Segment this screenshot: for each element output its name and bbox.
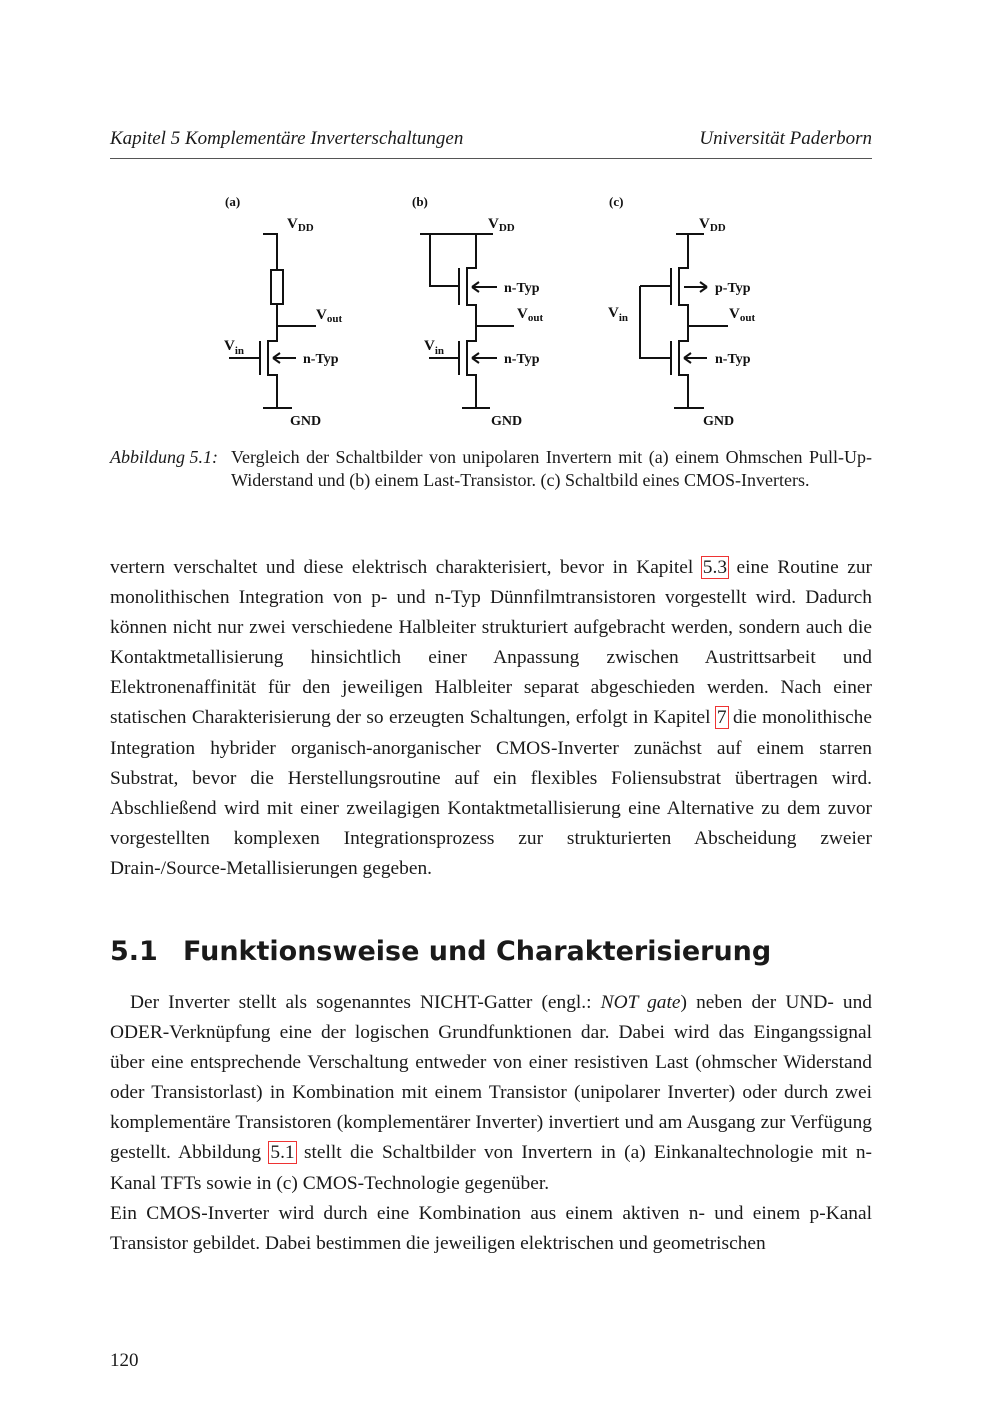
section-heading <box>110 936 872 967</box>
paragraph-cmos: Ein CMOS-Inverter wird durch eine Kombination aus einem aktiven n- und einem p-Kanal Transistor gebildet. Dabei bestimmen die jeweiligen elektrischen und geometrischen <box>110 1202 872 1254</box>
panel-a-vout-label: $V_{out}$ <box>316 307 343 325</box>
panel-b-vin-label: $V_{in}$ <box>424 338 445 357</box>
panel-b-vout-label: $V_{out}$ <box>517 306 544 324</box>
paragraph-inverter: Der Inverter stellt als sogenanntes NICHT-Gatter (engl.: NOT gate) neben der UND- und ODER-Verknüpfung eine der logischen Grundfunktionen dar. Dabei wird das Eingangssignal über eine entsprechende Verschaltung entweder von einer resistiven Last (ohmscher Widerstand oder Transistorlast) in Kombination mit einem Transistor (unipolarer Inverter) oder durch zwei komplementäre Transistoren (komplementärer Inverter) invertiert und am Ausgang zur Verfügung gestellt. Abbildung 5.1 stellt die Schaltbilder von Invertern in (a) Einkanaltechnologie mit n-Kanal TFTs sowie in (c) CMOS-Technologie gegenüber. <box>110 992 873 1194</box>
figure-reference-link[interactable]: 5.1 <box>270 1142 295 1164</box>
panel-c-gnd-label: GND <box>703 414 735 429</box>
panel-c-bottom-type-label: n-Typ <box>715 352 751 367</box>
panel-a-vin-label: $V_{in}$ <box>224 338 245 357</box>
running-header <box>110 128 872 159</box>
panel-c-vout-label: $V_{out}$ <box>729 306 756 324</box>
paragraph-text: vertern verschaltet und diese elektrisch charakterisiert, bevor in Kapitel <box>110 557 702 578</box>
section-title: Funktionsweise und Charakterisierung <box>183 936 772 967</box>
panel-c-vdd-label: $V_{DD}$ <box>699 216 726 234</box>
panel-b-bottom-type-label: n-Typ <box>504 352 540 367</box>
panel-a-wires <box>229 234 316 408</box>
panel-a-label: (a) <box>225 194 241 209</box>
panel-a-vdd-label: $V_{DD}$ <box>287 216 314 234</box>
panel-b-vdd-label: $V_{DD}$ <box>488 216 515 234</box>
page-number: 120 <box>110 1350 139 1371</box>
cross-reference-link[interactable]: 7 <box>716 707 727 729</box>
italic-term: NOT gate <box>600 992 681 1013</box>
panel-b-top-type-label: n-Typ <box>504 281 540 296</box>
header-university: Universität Paderborn <box>699 128 872 149</box>
panel-b-wires <box>420 234 514 408</box>
panel-c-label: (c) <box>609 194 624 209</box>
caption-label: Abbildung 5.1: <box>110 447 218 467</box>
paragraph-intro <box>110 553 872 884</box>
figure-circuit-diagrams <box>200 186 800 436</box>
panel-c-vin-label: $V_{in}$ <box>608 305 629 324</box>
panel-b-label: (b) <box>412 194 428 209</box>
paragraph-text: die monolithische Integration hybrider organisch-anorganischer CMOS-Inverter zunächst auf einem starren Substrat, bevor die Herstellungsroutine auf ein flexibles Foliensubstrat übertragen wird. Abschließend wird mit einer zweilagigen Kontaktmetallisierung eine Alternative zu dem zuvor vorgestellten komplexen Integrationsprozess zur strukturierten Abscheidung zweier Drain-/Source-Metallisierungen gegeben. <box>110 707 872 879</box>
cross-reference-link[interactable]: 5.3 <box>702 557 728 578</box>
panel-b-gnd-label: GND <box>491 414 523 429</box>
section-number: 5.1 <box>110 936 158 967</box>
figure-caption <box>110 446 872 492</box>
panel-c-wires <box>640 234 728 408</box>
section-body <box>110 988 872 1259</box>
caption-text: Vergleich der Schaltbilder von unipolaren Invertern mit (a) einem Ohmschen Pull-Up-Widerstand und (b) einem Last-Transistor. (c) Schaltbild eines CMOS-Inverters. <box>231 447 872 490</box>
panel-a-bottom-type-label: n-Typ <box>303 352 339 367</box>
paragraph-text: eine Routine zur monolithischen Integration von p- und n-Typ Dünnfilmtransistoren vorgestellt wird. Dadurch können nicht nur zwei verschiedene Halbleiter strukturiert aufgebracht werden, sondern auch die Kontaktmetallisierung hinsichtlich einer Anpassung zwischen Austrittsarbeit und Elektronenaffinität für den jeweiligen Halbleiter separat abgeschieden werden. Nach einer statischen Charakterisierung der so erzeugten Schaltungen, erfolgt in Kapitel <box>110 557 872 729</box>
header-chapter: Kapitel 5 Komplementäre Inverterschaltungen <box>110 128 464 149</box>
panel-c-top-type-label: p-Typ <box>715 281 751 296</box>
panel-a-gnd-label: GND <box>290 414 322 429</box>
